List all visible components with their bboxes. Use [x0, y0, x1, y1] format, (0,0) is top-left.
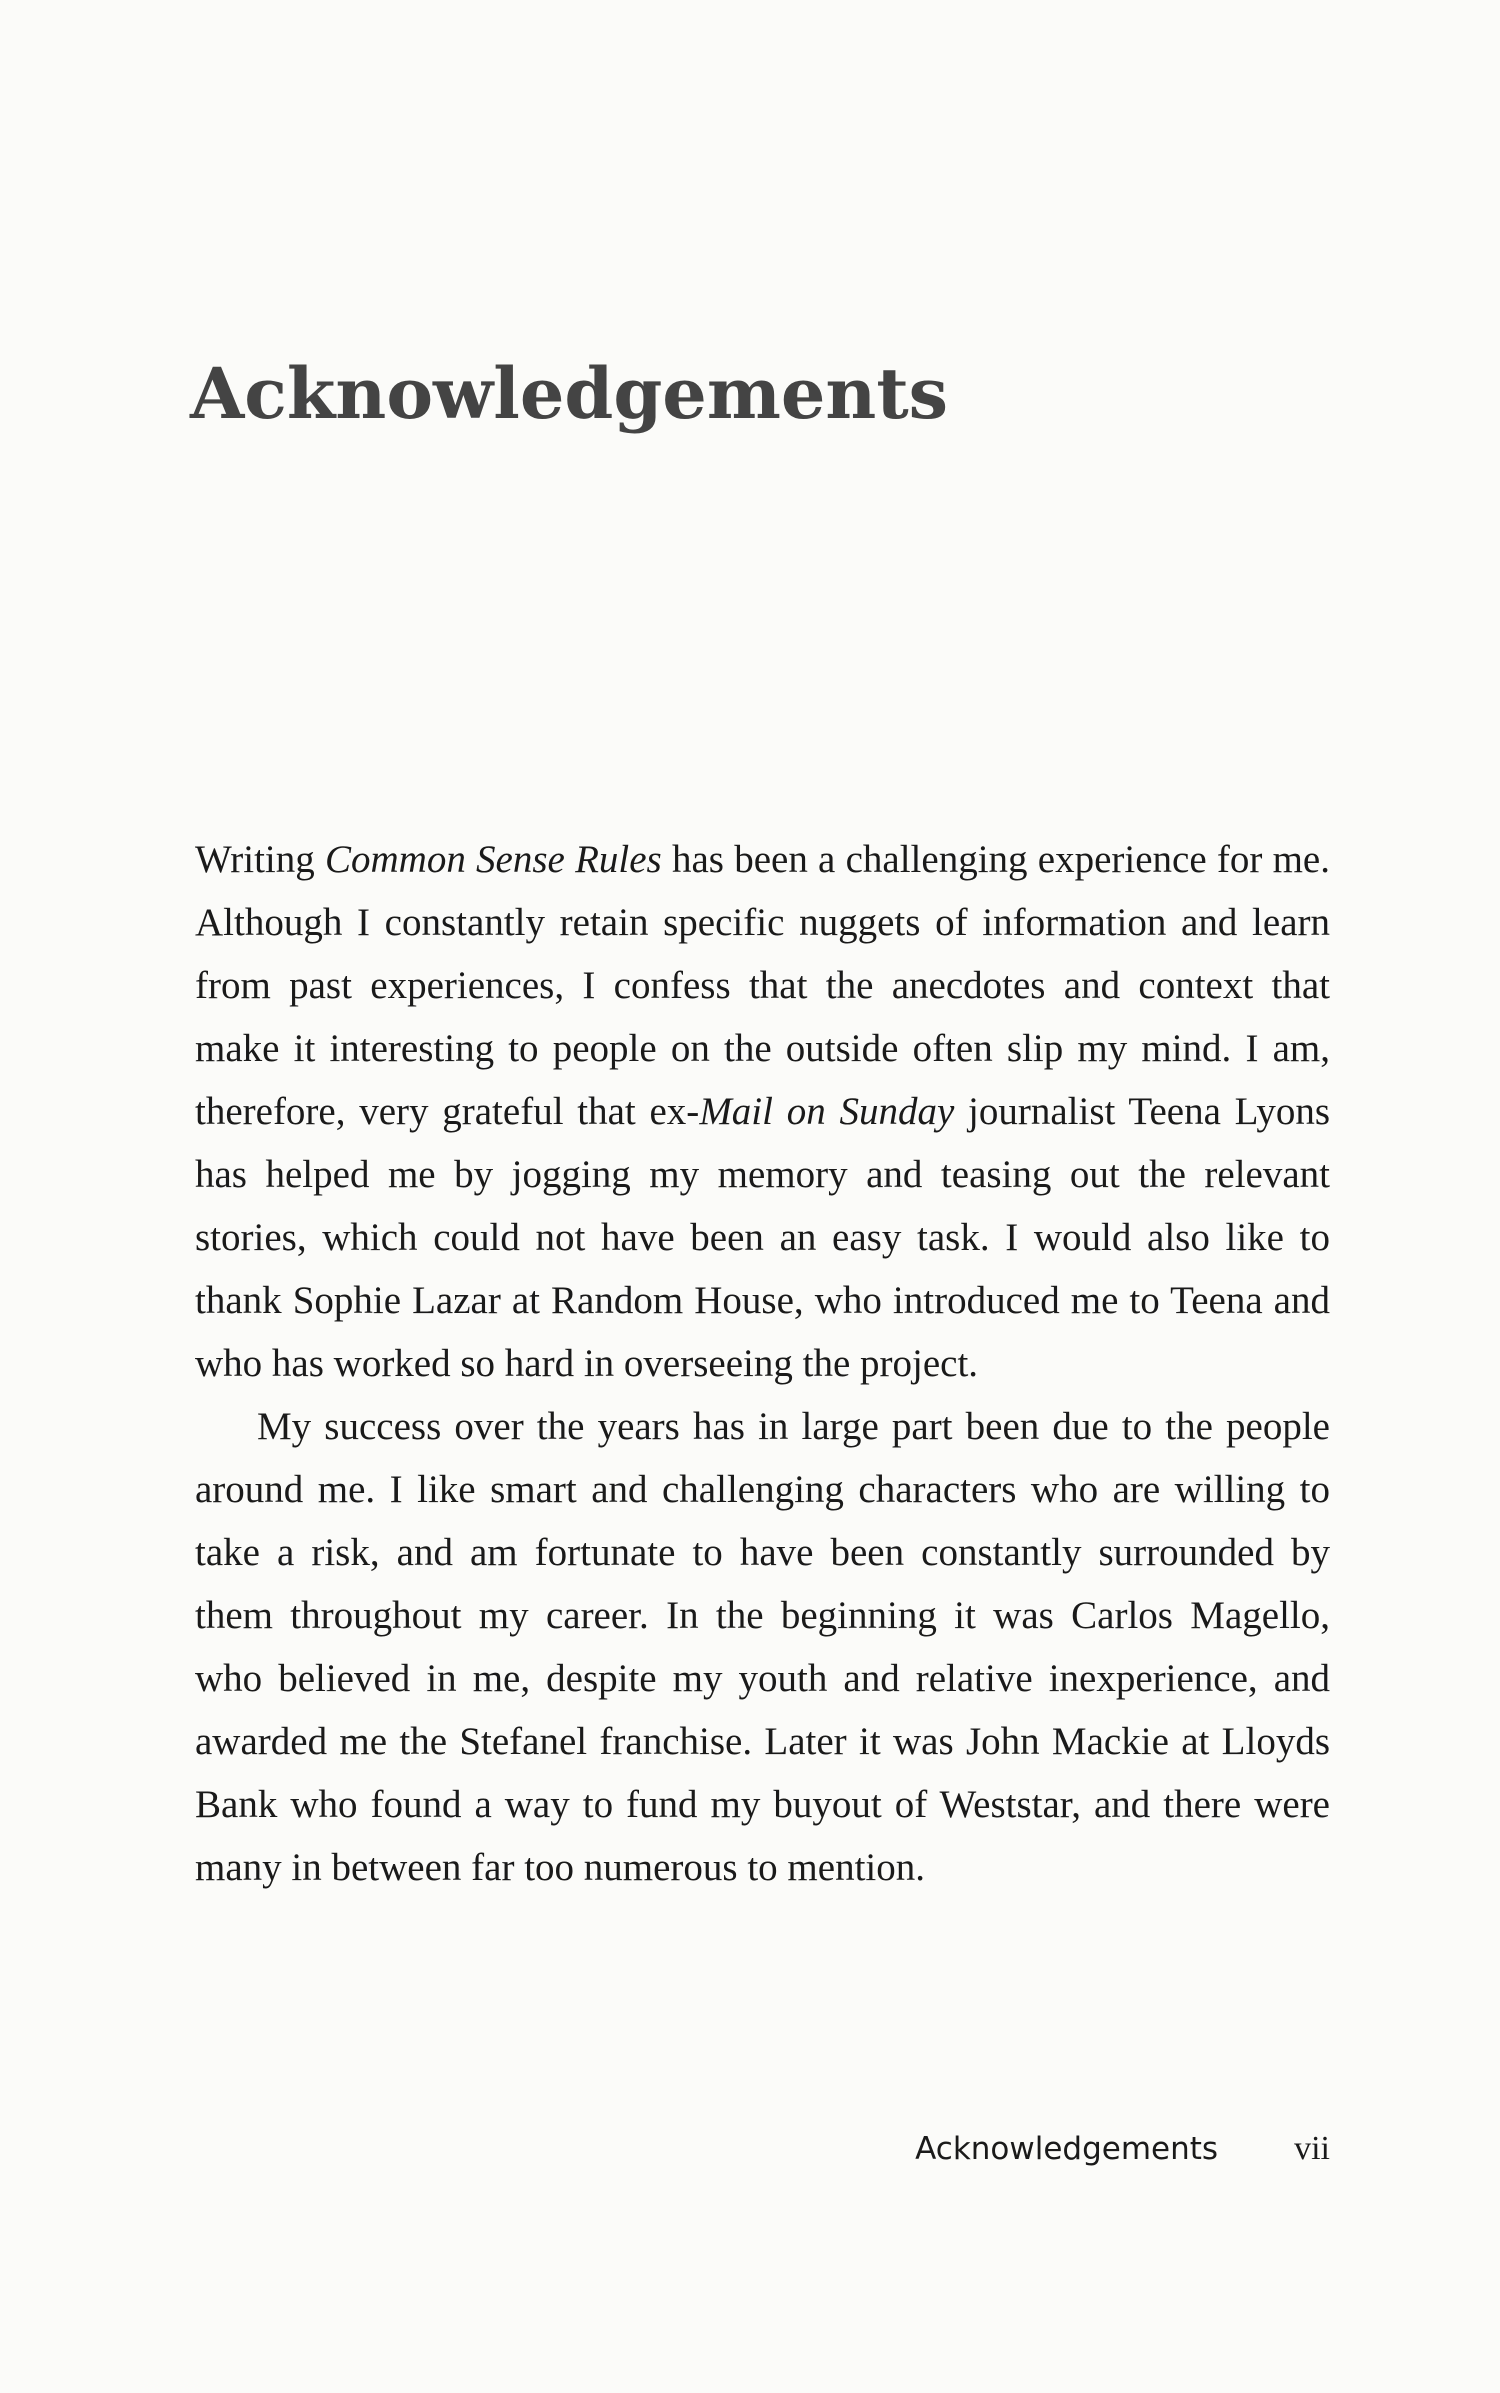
- paragraph-1-text-c: journalist Teena Lyons has helped me by jogging my memory and teasing out the relevant stories, which could not have been an easy task. I would also like to thank Sophie Lazar at Random House, who introduced me to Teena and who has worked so hard in overseeing the project.: [195, 1090, 1331, 1385]
- running-head: Acknowledgements: [915, 2131, 1219, 2167]
- running-footer: [900, 2130, 1330, 2168]
- paragraph-1-text-b: has been a challenging experience for me. Although I constantly retain specific nuggets of information and learn from past experiences, I confess that the anecdotes and context that make it interesting to people on the outside often slip my mind. I am, therefore, very grateful that ex-: [195, 838, 1330, 1133]
- paragraph-2: My success over the years has in large part been due to the people around me. I like smart and challenging characters who are willing to take a risk, and am fortunate to have been constantly surrounded by them throughout my career. In the beginning it was Carlos Magello, who believed in me, despite my youth and relative inexperience, and awarded me the Stefanel franchise. Later it was John Mackie at Lloyds Bank who found a way to fund my buyout of Weststar, and there were many in between far too numerous to mention.: [195, 1405, 1330, 1889]
- book-title-italic: Common Sense Rules: [324, 838, 662, 881]
- page-number: vii: [1294, 2130, 1330, 2167]
- body-text: [195, 828, 1330, 1899]
- chapter-title: Acknowledgements: [190, 352, 949, 435]
- paragraph-1-text-a: Writing: [195, 838, 325, 881]
- newspaper-title-italic: Mail on Sunday: [699, 1090, 955, 1133]
- paragraph-1: [195, 828, 1330, 1395]
